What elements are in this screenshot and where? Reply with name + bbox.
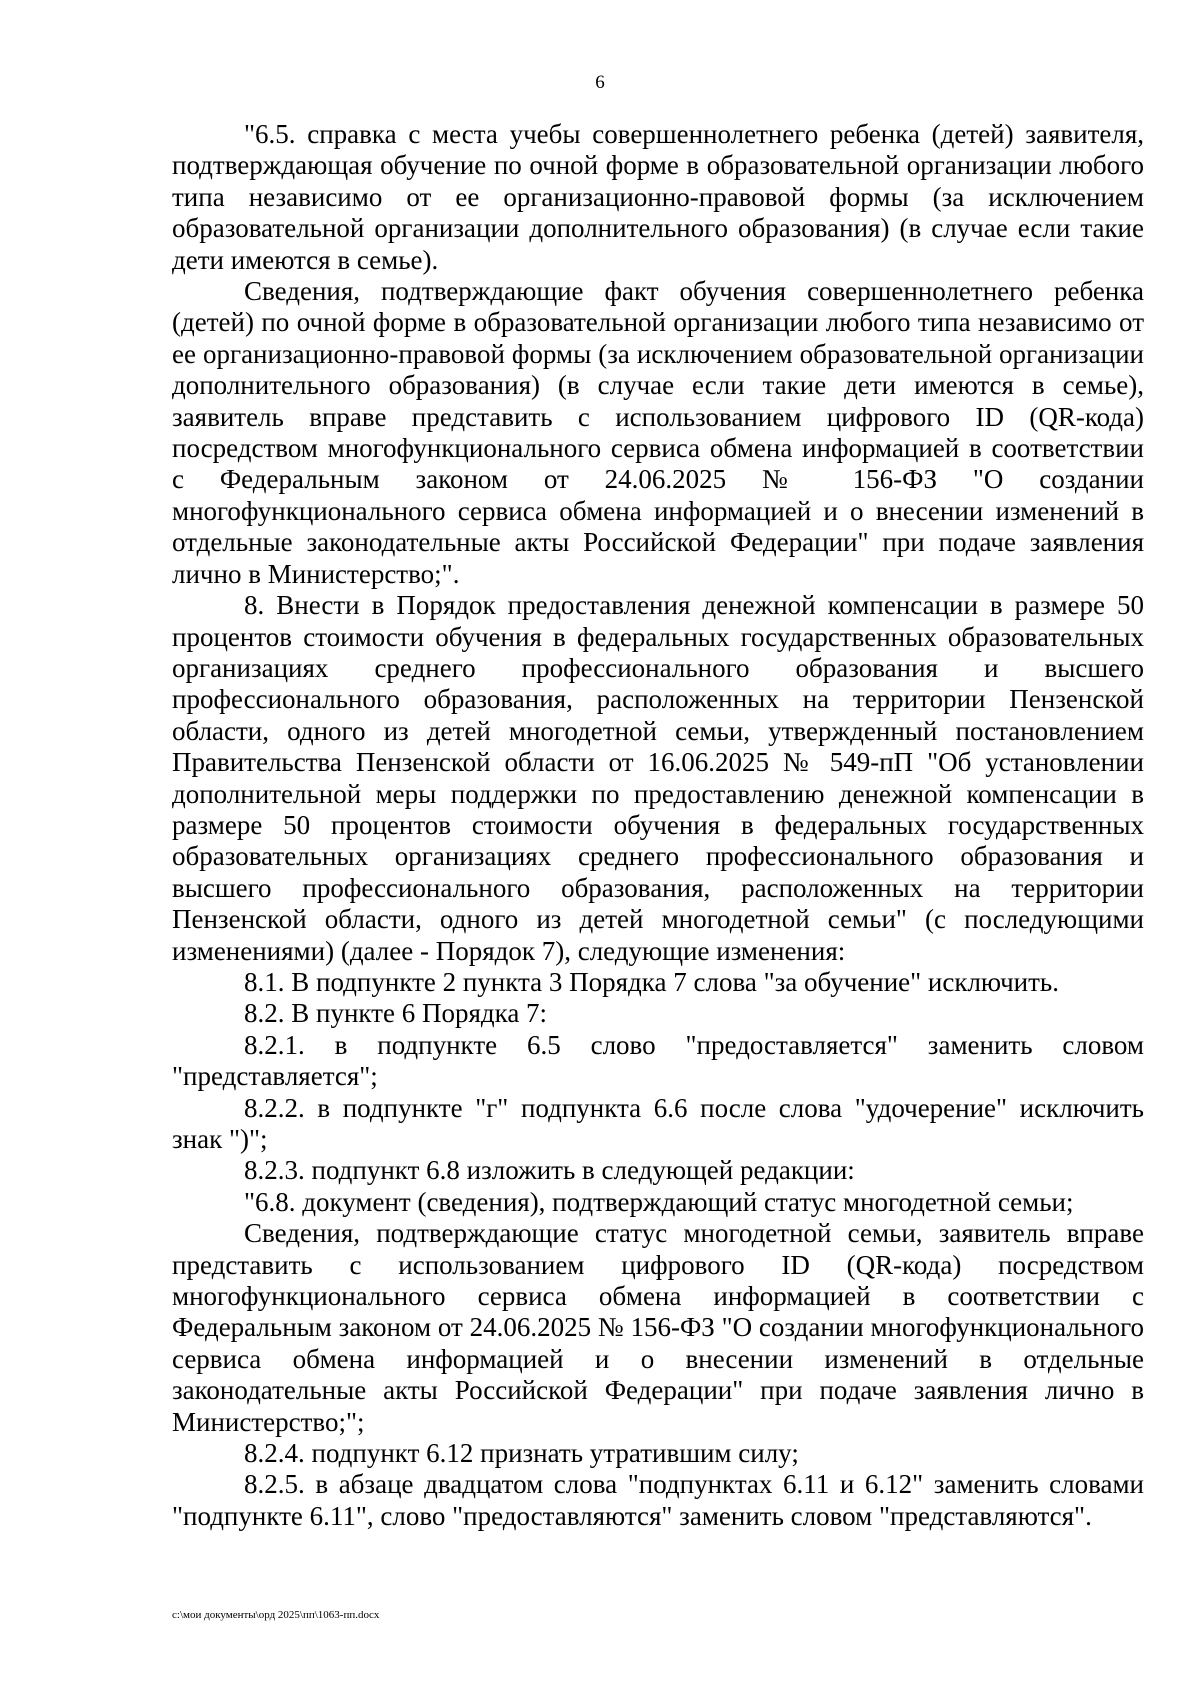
paragraph-info-status: Сведения, подтверждающие статус многодетной семьи, заявитель вправе представить с использованием цифрового ID (QR-кода) посредством многофункционального сервиса обмена информацией в соответствии с Федеральным законом от 24.06.2025 № 156-ФЗ "О создании многофункционального сервиса обмена информацией и о внесении изменений в отдельные законодательные акты Российской Федерации" при подаче заявления лично в Министерство;"; — [172, 1218, 1144, 1437]
paragraph-item-8-2-3: 8.2.3. подпункт 6.8 изложить в следующей редакции: — [244, 1155, 855, 1186]
paragraph-item-8-2: 8.2. В пункте 6 Порядка 7: — [244, 998, 548, 1029]
paragraph-item-8-2-1: 8.2.1. в подпункте 6.5 слово "предоставляется" заменить словом "представляется"; — [172, 1029, 1144, 1092]
paragraph-6-8: "6.8. документ (сведения), подтверждающий статус многодетной семьи; — [244, 1186, 1074, 1217]
document-body — [172, 119, 1144, 1532]
footer-file-path: c:\мои документы\орд 2025\пп\1063-пп.docx — [172, 1609, 380, 1621]
page-number: 6 — [595, 72, 605, 93]
paragraph-item-8-1: 8.1. В подпункте 2 пункта 3 Порядка 7 слова "за обучение" исключить. — [244, 966, 1059, 997]
paragraph-item-8: 8. Внести в Порядок предоставления денежной компенсации в размере 50 процентов стоимости обучения в федеральных государственных образовательных организациях среднего профессионального образования и высшего профессионального образования, расположенных на территории Пензенской области, одного из детей многодетной семьи, утвержденный постановлением Правительства Пензенской области от 16.06.2025 № 549-пП "Об установлении дополнительной меры поддержки по предоставлению денежной компенсации в размере 50 процентов стоимости обучения в федеральных государственных образовательных организациях среднего профессионального образования и высшего профессионального образования, расположенных на территории Пензенской области, одного из детей многодетной семьи" (с последующими изменениями) (далее - Порядок 7), следующие изменения: — [172, 590, 1144, 966]
paragraph-item-8-2-5: 8.2.5. в абзаце двадцатом слова "подпунктах 6.11 и 6.12" заменить словами "подпункте 6.11", слово "предоставляются" заменить словом "представляются". — [172, 1469, 1144, 1531]
paragraph-6-5: "6.5. справка с места учебы совершеннолетнего ребенка (детей) заявителя, подтверждающая обучение по очной форме в образовательной организации любого типа независимо от ее организационно-правовой формы (за исключением образовательной организации дополнительного образования) (в случае если такие дети имеются в семье). — [172, 119, 1144, 275]
paragraph-info-study: Сведения, подтверждающие факт обучения совершеннолетнего ребенка (детей) по очной форме в образовательной организации любого типа независимо от ее организационно-правовой формы (за исключением образовательной организации дополнительного образования) (в случае если такие дети имеются в семье), заявитель вправе представить с использованием цифрового ID (QR-кода) посредством многофункционального сервиса обмена информацией в соответствии с Федеральным законом от 24.06.2025 № 156-ФЗ "О создании многофункционального сервиса обмена информацией и о внесении изменений в отдельные законодательные акты Российской Федерации" при подаче заявления лично в Министерство;". — [172, 276, 1144, 589]
paragraph-item-8-2-2: 8.2.2. в подпункте "г" подпункта 6.6 после слова "удочерение" исключить знак ")"; — [172, 1092, 1144, 1154]
paragraph-item-8-2-4: 8.2.4. подпункт 6.12 признать утратившим силу; — [244, 1438, 799, 1469]
